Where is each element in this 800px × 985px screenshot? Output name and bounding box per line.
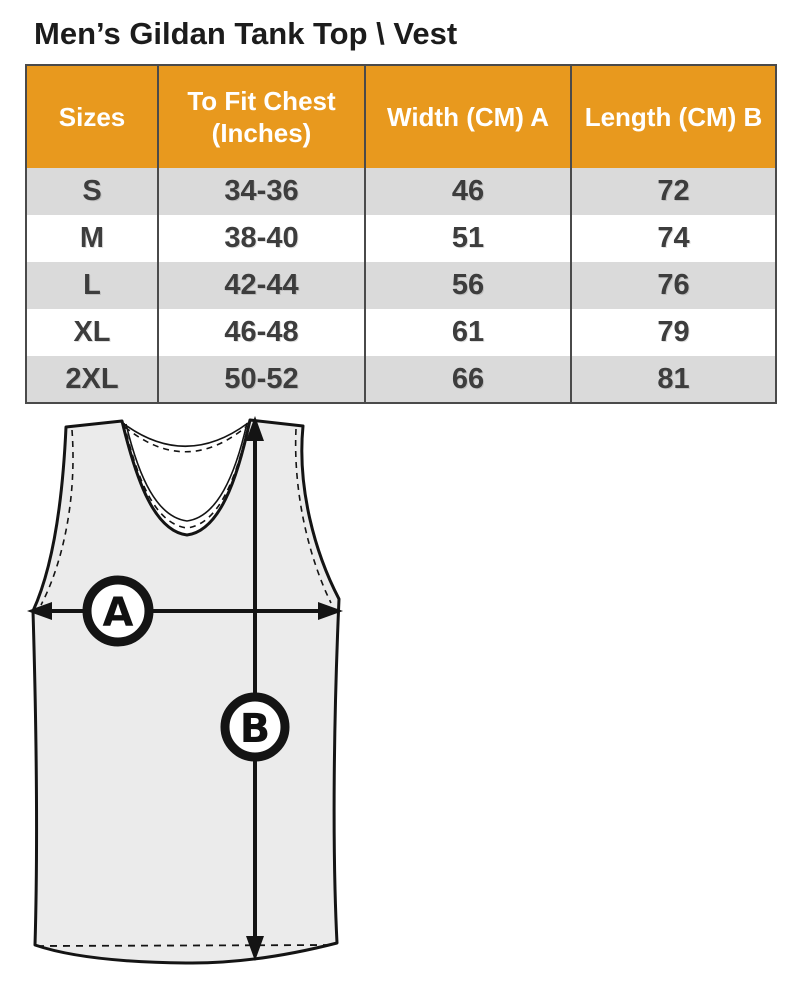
table-row [26,262,776,309]
cell-size: L [26,262,158,309]
cell-chest: 34-36 [158,168,365,215]
garment-outline [33,420,339,963]
length-label: B [239,706,271,752]
cell-size: M [26,215,158,262]
column-header-length: Length (CM) B [571,65,776,168]
tank-top-diagram [25,413,345,973]
column-header-width: Width (CM) A [365,65,571,168]
cell-chest: 50-52 [158,356,365,403]
hem-stitch-dashes [37,945,335,946]
cell-chest: 38-40 [158,215,365,262]
cell-width: 51 [365,215,571,262]
cell-length: 74 [571,215,776,262]
tank-top-illustration [25,413,345,973]
cell-chest: 46-48 [158,309,365,356]
cell-length: 81 [571,356,776,403]
cell-length: 79 [571,309,776,356]
cell-width: 61 [365,309,571,356]
cell-size: XL [26,309,158,356]
table-row [26,215,776,262]
cell-width: 46 [365,168,571,215]
size-chart-table [25,64,777,404]
cell-length: 72 [571,168,776,215]
cell-size: S [26,168,158,215]
back-neck-line [124,423,248,446]
back-neck-stitch-dashes [125,426,247,452]
cell-length: 76 [571,262,776,309]
width-label: A [102,590,134,636]
table-row [26,168,776,215]
table-row [26,309,776,356]
cell-width: 66 [365,356,571,403]
cell-width: 56 [365,262,571,309]
column-header-sizes: Sizes [26,65,158,168]
cell-chest: 42-44 [158,262,365,309]
table-row [26,356,776,403]
cell-size: 2XL [26,356,158,403]
page-title: Men’s Gildan Tank Top \ Vest [34,16,458,51]
table-header-row [26,65,776,168]
column-header-chest: To Fit Chest (Inches) [158,65,365,168]
